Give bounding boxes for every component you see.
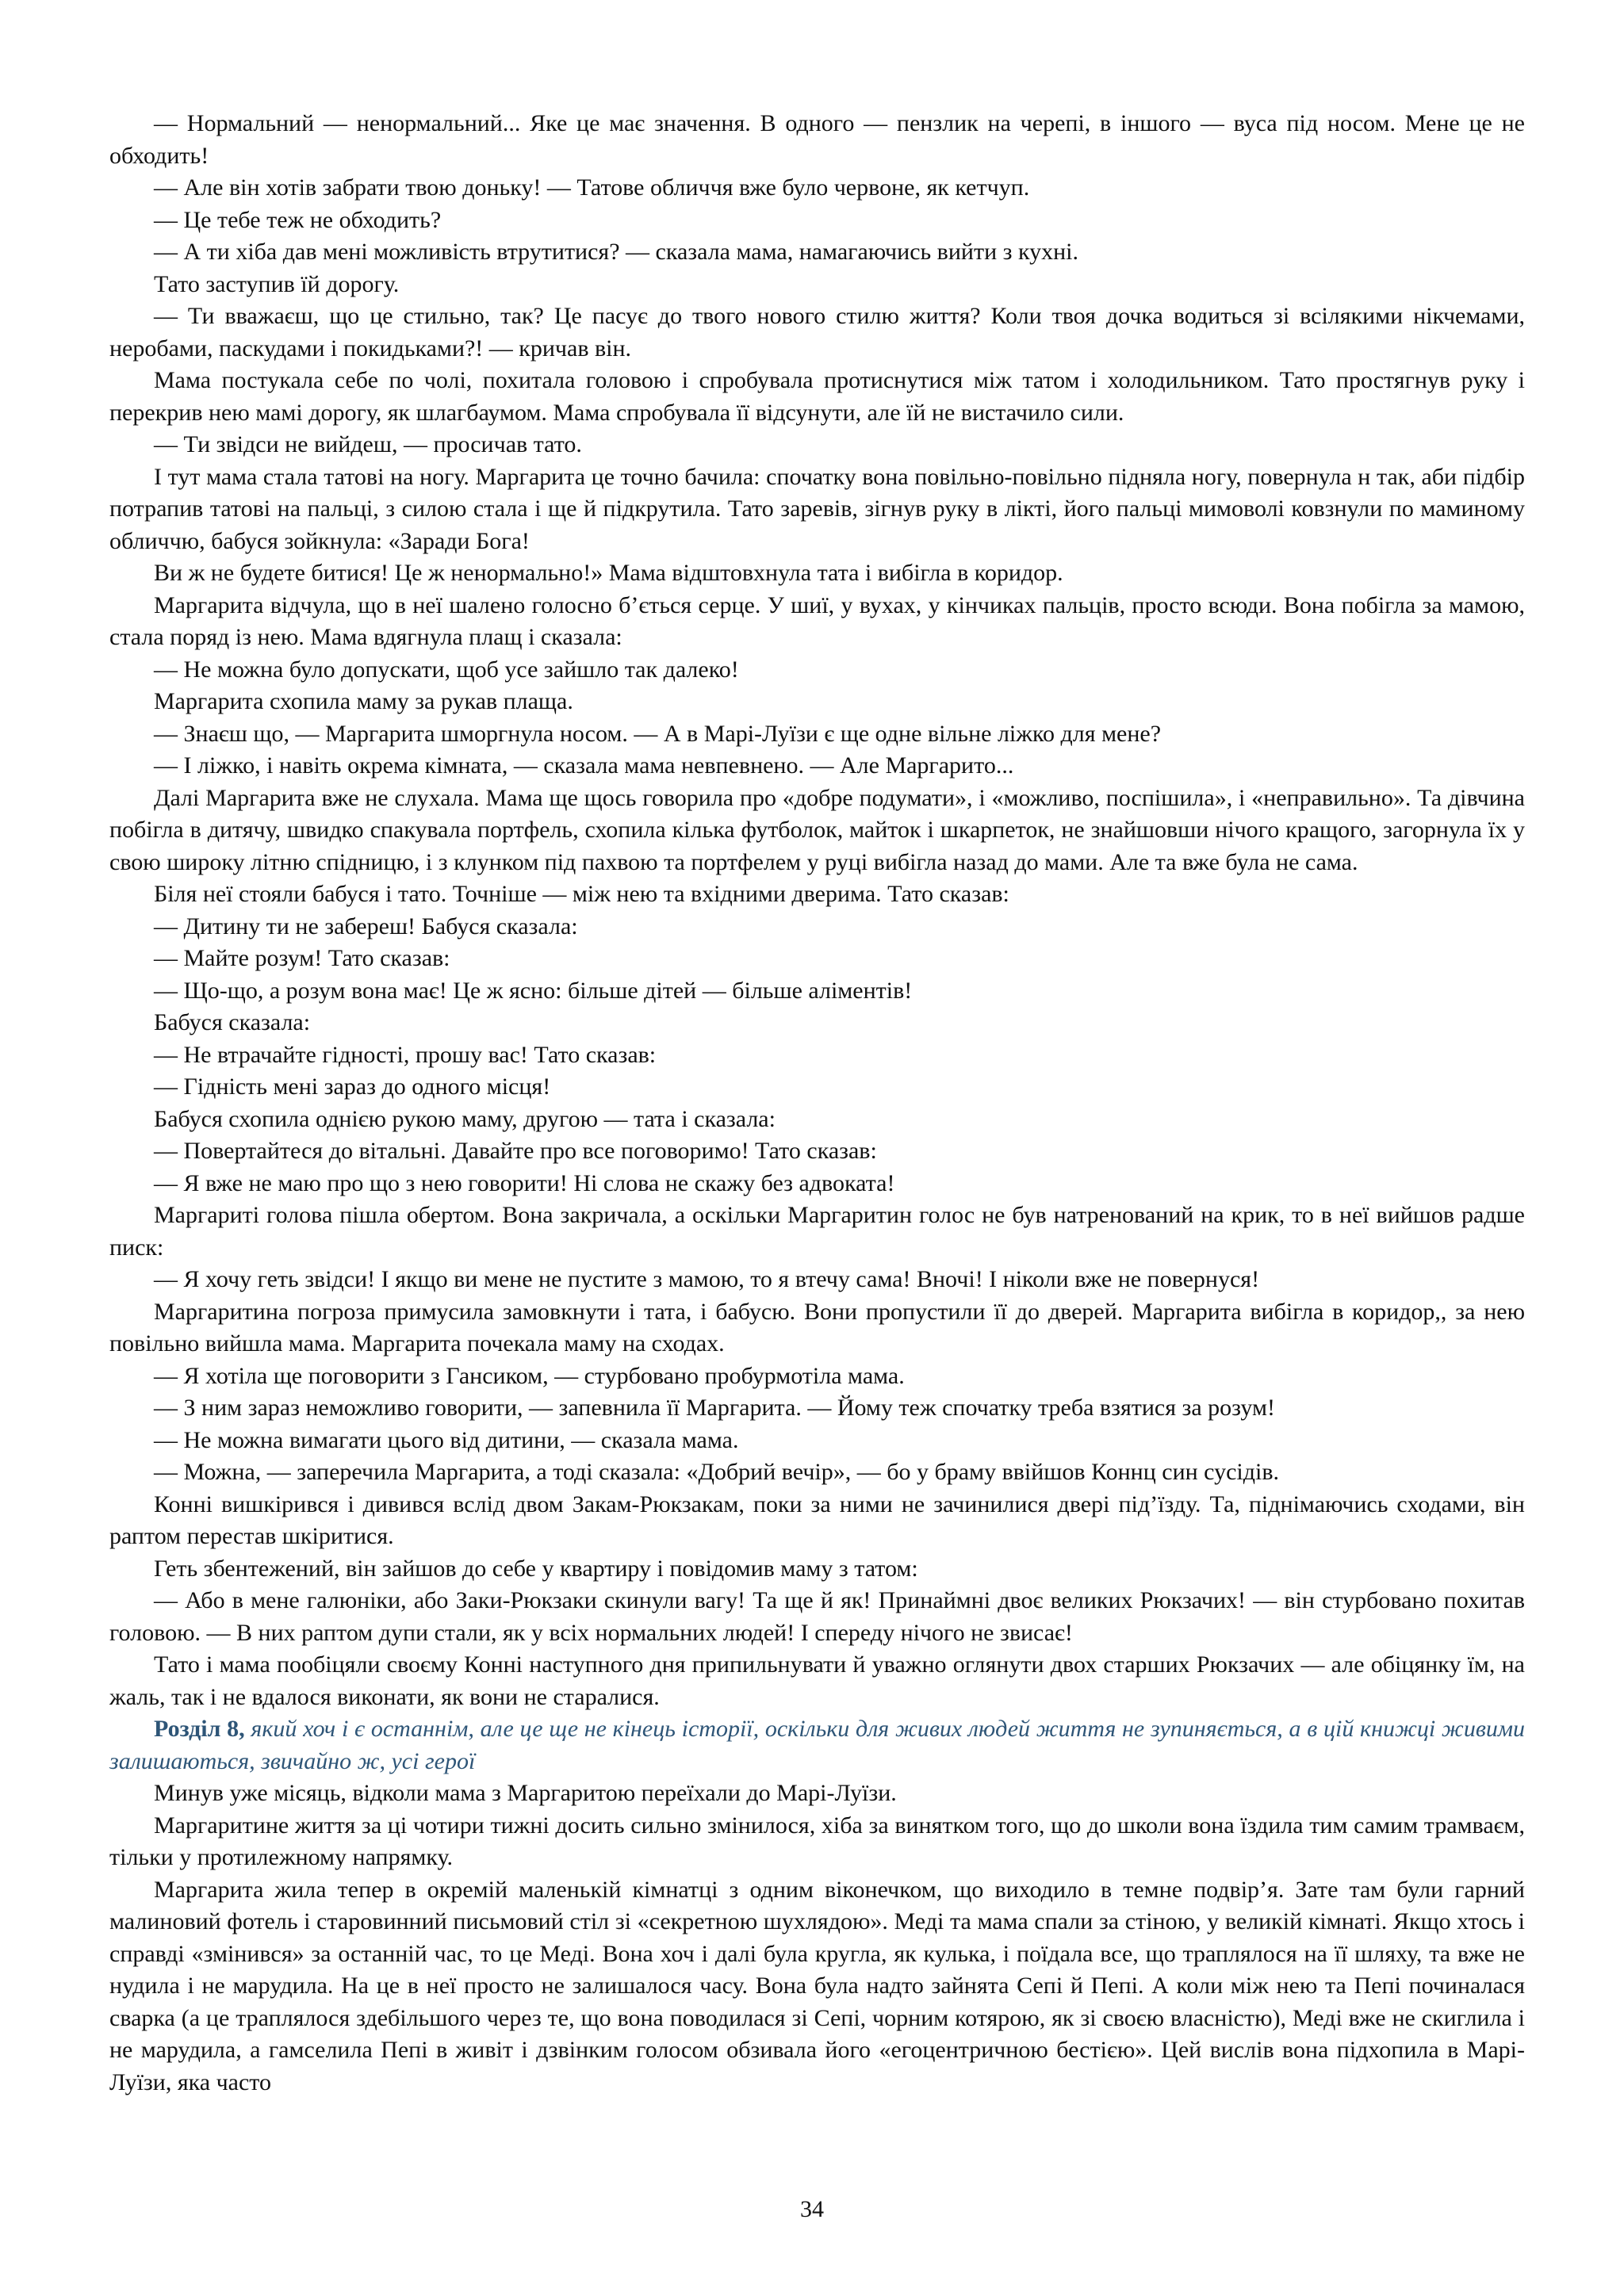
paragraph: Біля неї стояли бабуся і тато. Точніше — між нею та вхідними дверима. Тато сказав: [154, 881, 1009, 907]
paragraph: Ви ж не будете битися! Це ж ненормально!» Мама відштовхнула тата і вибігла в коридор. [154, 560, 1063, 586]
paragraph: — Але він хотів забрати твою доньку! — Татове обличчя вже було червоне, як кетчуп. [154, 174, 1030, 201]
chapter-subtitle: який хоч і є останнім, але це ще не кінець історії, оскільки для живих людей життя не зупиняється, а в цій книжці живими залишаються, звичайно ж, усі герої [109, 1716, 1526, 1774]
paragraph: Маргарита схопила маму за рукав плаща. [154, 688, 573, 714]
paragraph: — Майте розум! Тато сказав: [154, 945, 450, 971]
paragraph: Минув уже місяць, відколи мама з Маргаритою переїхали до Марі-Луїзи. [154, 1780, 897, 1806]
paragraph: Тато заступив їй дорогу. [154, 270, 400, 297]
text-block-before [109, 108, 1525, 1713]
paragraph: Тато і мама пообіцяли своєму Конні наступного дня припильнувати й уважно оглянути двох старших Рюкзачих — але обіцянку їм, на жаль, так і не вдалося виконати, як вони не старалися. [109, 1651, 1525, 1710]
paragraph: — Гідність мені зараз до одного місця! [154, 1073, 551, 1100]
paragraph: — Або в мене галюніки, або Заки-Рюкзаки скинули вагу! Та ще й як! Принаймні двоє великих Рюкзачих! — він стурбовано похитав головою. — В них раптом дупи стали, як у всіх нормальних людей! І спереду нічого не звисає! [109, 1587, 1525, 1646]
paragraph: Маргаритине життя за ці чотири тижні досить сильно змінилося, хіба за винятком того, що до школи вона їздила тим самим трамваєм, тільки у протилежному напрямку. [109, 1812, 1525, 1870]
paragraph: — Не можна було допускати, щоб усе зайшло так далеко! [154, 656, 739, 683]
paragraph: — А ти хіба дав мені можливість втрутитися? — сказала мама, намагаючись вийти з кухні. [154, 239, 1079, 265]
paragraph: Мама постукала себе по чолі, похитала головою і спробувала протиснутися між татом і холодильником. Тато простягнув руку і перекрив нею мамі дорогу, як шлагбаумом. Мама спробувала її відсунути, але їй не вистачило сили. [109, 367, 1525, 426]
paragraph: Конні вишкірився і дивився вслід двом Закам-Рюкзакам, поки за ними не зачинилися двері під’їзду. Та, піднімаючись сходами, він раптом перестав шкіритися. [109, 1490, 1525, 1549]
paragraph: — З ним зараз неможливо говорити, — запевнила її Маргарита. — Йому теж спочатку треба взятися за розум! [154, 1395, 1275, 1421]
paragraph: Бабуся сказала: [154, 1009, 311, 1035]
paragraph: — Я вже не маю про що з нею говорити! Ні слова не скажу без адвоката! [154, 1169, 895, 1196]
paragraph: — Не втрачайте гідності, прошу вас! Тато сказав: [154, 1041, 657, 1068]
paragraph: Геть збентежений, він зайшов до себе у квартиру і повідомив маму з татом: [154, 1555, 918, 1582]
paragraph: — Я хочу геть звідси! І якщо ви мене не пустите з мамою, то я втечу сама! Вночі! І ніколи вже не повернуся! [154, 1266, 1260, 1292]
paragraph: — Не можна вимагати цього від дитини, — сказала мама. [154, 1426, 739, 1453]
paragraph: — Можна, — заперечила Маргарита, а тоді сказала: «Добрий вечір», — бо у браму ввійшов Коннц син сусідів. [154, 1459, 1280, 1485]
paragraph: Маргарита відчула, що в неї шалено голосно б’ється серце. У шиї, у вухах, у кінчиках пальців, просто всюди. Вона побігла за мамою, стала поряд із нею. Мама вдягнула плащ і сказала: [109, 591, 1525, 650]
paragraph: — Я хотіла ще поговорити з Гансиком, — стурбовано пробурмотіла мама. [154, 1362, 905, 1389]
chapter-number: Розділ 8, [154, 1716, 245, 1742]
paragraph: — Дитину ти не забереш! Бабуся сказала: [154, 913, 578, 939]
paragraph: — Знаєш що, — Маргарита шморгнула носом. — А в Марі-Луїзи є ще одне вільне ліжко для мене? [154, 720, 1162, 747]
paragraph: — І ліжко, і навіть окрема кімната, — сказала мама невпевнено. — Але Маргарито... [154, 752, 1014, 779]
paragraph: Бабуся схопила однією рукою маму, другою — тата і сказала: [154, 1105, 776, 1132]
paragraph: — Що-що, а розум вона має! Це ж ясно: більше дітей — більше аліментів! [154, 977, 913, 1004]
paragraph: І тут мама стала татові на ногу. Маргарита це точно бачила: спочатку вона повільно-повільно підняла ногу, повернула н так, аби підбір потрапив татові на пальці, з силою стала і ще й підкрутила. Тато заревів, зігнув руку в лікті, його пальці мимоволі ковзнули по маминому обличчю, бабуся зойкнула: «Заради Бога! [109, 463, 1525, 554]
paragraph: Маргариті голова пішла обертом. Вона закричала, а оскільки Маргаритин голос не був натренований на крик, то в неї вийшов радше писк: [109, 1202, 1525, 1261]
paragraph: — Це тебе теж не обходить? [154, 206, 442, 233]
paragraph: Маргарита жила тепер в окремій маленькій кімнатці з одним віконечком, що виходило в темне подвір’я. Зате там були гарний малиновий фотель і старовинний письмовий стіл зі «секретною шухлядою». Меді та мама спали за стіною, у великій кімнаті. Якщо хтось і справді «змінився» за останній час, то це Меді. Вона хоч і далі була кругла, як кулька, і поїдала все, що траплялося на її шляху, та вже не нудила і не марудила. На це в неї просто не залишалося часу. Вона була надто зайнята Сепі й Пепі. А коли між нею та Пепі починалася сварка (а це траплялося здебільшого через те, що вона поводилася зі Сепі, чорним котярою, як зі своєю власністю), Меді вже не скиглила і не марудила, а гамселила Пепі в живіт і дзвінким голосом обзивала його «егоцентричною бестією». Цей вислів вона підхопила в Марі-Луїзи, яка часто [109, 1876, 1525, 2095]
text-block-after [109, 1777, 1525, 2099]
paragraph: — Повертайтеся до вітальні. Давайте про все поговоримо! Тато сказав: [154, 1138, 877, 1164]
paragraph: — Нормальний — ненормальний... Яке це має значення. В одного — пензлик на черепі, в іншого — вуса під носом. Мене це не обходить! [109, 110, 1525, 169]
page-body [109, 108, 1525, 2099]
page-number: 34 [800, 2196, 824, 2222]
chapter-heading [109, 1713, 1525, 1777]
paragraph: — Ти звідси не вийдеш, — просичав тато. [154, 431, 582, 457]
paragraph: — Ти вважаєш, що це стильно, так? Це пасує до твого нового стилю життя? Коли твоя дочка водиться зі всілякими нікчемами, неробами, паскудами і покидьками?! — кричав він. [109, 303, 1525, 362]
paragraph: Маргаритина погроза примусила замовкнути і тата, і бабусю. Вони пропустили її до дверей. Маргарита вибігла в коридор,, за нею повільно вийшла мама. Маргарита почекала маму на сходах. [109, 1298, 1525, 1357]
paragraph: Далі Маргарита вже не слухала. Мама ще щось говорила про «добре подумати», і «можливо, поспішила», і «неправильно». Та дівчина побігла в дитячу, швидко спакувала портфель, схопила кілька футболок, майток і шкарпеток, не знайшовши нічого кращого, загорнула їх у свою широку літню спідницю, і з клунком під пахвою та портфелем у руці вибігла назад до мами. Але та вже була не сама. [109, 784, 1525, 875]
